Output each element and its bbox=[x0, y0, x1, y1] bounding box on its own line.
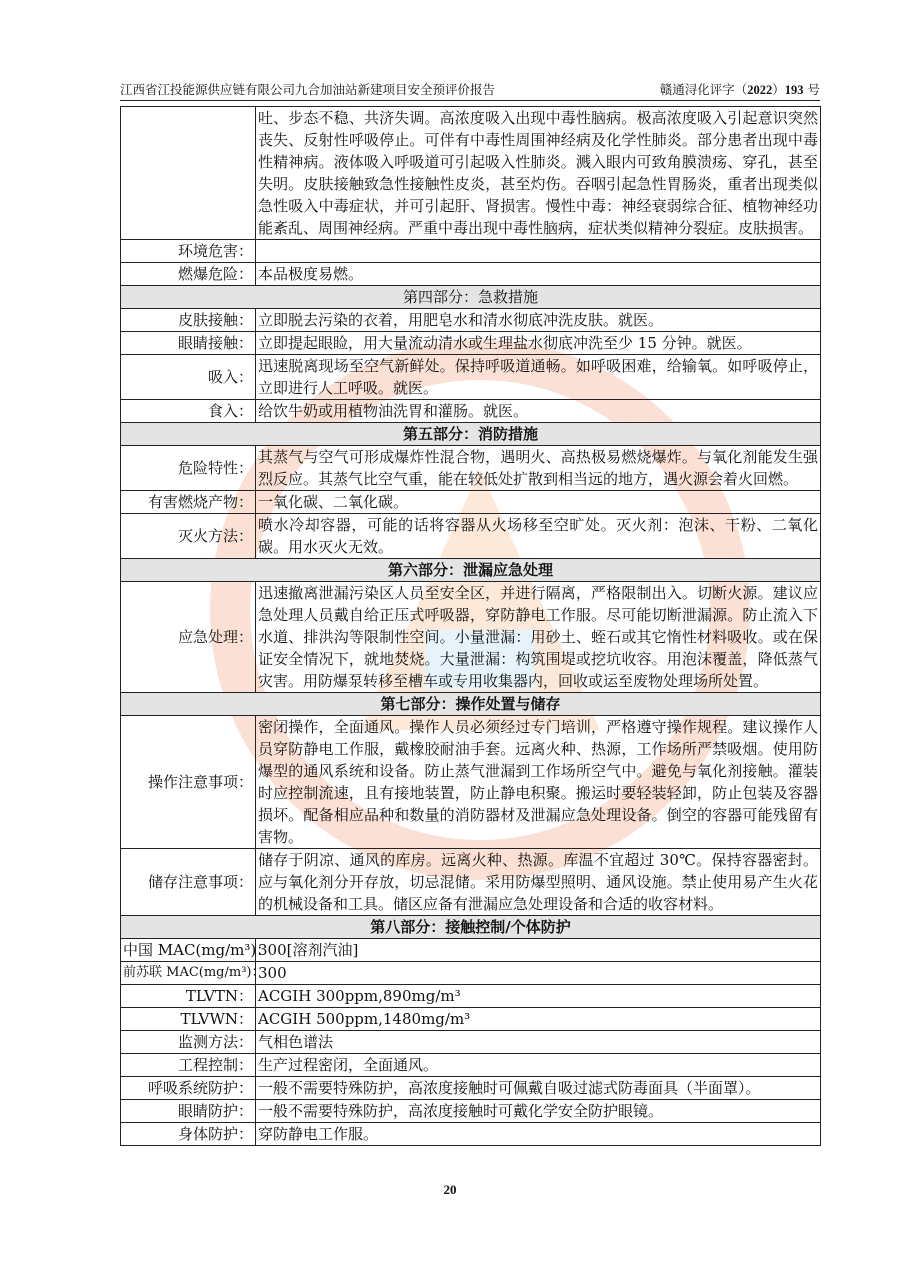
field-label: 应急处理： bbox=[121, 582, 256, 693]
field-value: ACGIH 500ppm,1480mg/m³ bbox=[256, 1008, 821, 1031]
page-number: 20 bbox=[443, 1182, 457, 1197]
field-label: 灭火方法： bbox=[121, 514, 256, 559]
field-label: 储存注意事项： bbox=[121, 849, 256, 916]
field-value: 密闭操作，全面通风。操作人员必须经过专门培训，严格遵守操作规程。建议操作人员穿防静电工作服，戴橡胶耐油手套。远离火种、热源，工作场所严禁吸烟。使用防爆型的通风系统和设备。防止蒸气泄漏到工作场所空气中。避免与氧化剂接触。灌装时应控制流速，且有接地装置，防止静电积聚。搬运时要轻装轻卸，防止包装及容器损坏。配备相应品种和数量的消防器材及泄漏应急处理设备。倒空的容器可能残留有害物。 bbox=[256, 716, 821, 849]
table-row bbox=[121, 1100, 821, 1123]
field-value: 本品极度易燃。 bbox=[256, 263, 821, 286]
field-label: 工程控制： bbox=[121, 1054, 256, 1077]
field-value: 给饮牛奶或用植物油洗胃和灌肠。就医。 bbox=[256, 400, 821, 423]
table-row bbox=[121, 1077, 821, 1100]
table-row bbox=[121, 309, 821, 332]
field-value: 储存于阴凉、通风的库房。远离火种、热源。库温不宜超过 30℃。保持容器密封。应与氧化剂分开存放，切忌混储。采用防爆型照明、通风设施。禁止使用易产生火花的机械设备和工具。储区应备有泄漏应急处理设备和合适的收容材料。 bbox=[256, 849, 821, 916]
field-value: 迅速脱离现场至空气新鲜处。保持呼吸道通畅。如呼吸困难，给输氧。如呼吸停止，立即进行人工呼吸。就医。 bbox=[256, 355, 821, 400]
report-title: 江西省江投能源供应链有限公司九合加油站新建项目安全预评价报告 bbox=[120, 82, 496, 97]
field-label: TLVWN： bbox=[121, 1008, 256, 1031]
field-value bbox=[256, 240, 821, 263]
section-header-row bbox=[121, 693, 821, 716]
field-label: 环境危害： bbox=[121, 240, 256, 263]
field-label: TLVTN： bbox=[121, 985, 256, 1008]
table-row bbox=[121, 1031, 821, 1054]
field-label: 操作注意事项： bbox=[121, 716, 256, 849]
field-label: 监测方法： bbox=[121, 1031, 256, 1054]
section-header-row bbox=[121, 559, 821, 582]
section-header-row bbox=[121, 423, 821, 446]
field-label: 吸入： bbox=[121, 355, 256, 400]
field-value: 穿防静电工作服。 bbox=[256, 1123, 821, 1146]
table-row bbox=[121, 962, 821, 985]
field-label: 眼睛防护： bbox=[121, 1100, 256, 1123]
field-label: 呼吸系统防护： bbox=[121, 1077, 256, 1100]
field-value: 立即脱去污染的衣着，用肥皂水和清水彻底冲洗皮肤。就医。 bbox=[256, 309, 821, 332]
table-row bbox=[121, 582, 821, 693]
table-row bbox=[121, 1008, 821, 1031]
table-row bbox=[121, 939, 821, 962]
field-value: ACGIH 300ppm,890mg/m³ bbox=[256, 985, 821, 1008]
table-row bbox=[121, 716, 821, 849]
field-label: 危险特性： bbox=[121, 446, 256, 491]
section-title: 第八部分：接触控制/个体防护 bbox=[121, 916, 821, 939]
field-value: 一般不需要特殊防护，高浓度接触时可佩戴自吸过滤式防毒面具（半面罩）。 bbox=[256, 1077, 821, 1100]
table-row bbox=[121, 240, 821, 263]
field-value: 其蒸气与空气可形成爆炸性混合物，遇明火、高热极易燃烧爆炸。与氧化剂能发生强烈反应。其蒸气比空气重，能在较低处扩散到相当远的地方，遇火源会着火回燃。 bbox=[256, 446, 821, 491]
section-header-row bbox=[121, 286, 821, 309]
table-row bbox=[121, 107, 821, 240]
section-title: 第七部分：操作处置与储存 bbox=[121, 693, 821, 716]
field-label: 燃爆危险： bbox=[121, 263, 256, 286]
table-row bbox=[121, 1123, 821, 1146]
field-value: 一氧化碳、二氧化碳。 bbox=[256, 491, 821, 514]
report-number: 赣通浔化评字（2022）193 号 bbox=[659, 82, 820, 97]
field-label: 身体防护： bbox=[121, 1123, 256, 1146]
table-row bbox=[121, 1054, 821, 1077]
table-row bbox=[121, 263, 821, 286]
field-value: 迅速撤离泄漏污染区人员至安全区，并进行隔离，严格限制出入。切断火源。建议应急处理人员戴自给正压式呼吸器，穿防静电工作服。尽可能切断泄漏源。防止流入下水道、排洪沟等限制性空间。小量泄漏：用砂土、蛭石或其它惰性材料吸收。或在保证安全情况下，就地焚烧。大量泄漏：构筑围堤或挖坑收容。用泡沫覆盖，降低蒸气灾害。用防爆泵转移至槽车或专用收集器内，回收或运至废物处理场所处置。 bbox=[256, 582, 821, 693]
field-value: 一般不需要特殊防护，高浓度接触时可戴化学安全防护眼镜。 bbox=[256, 1100, 821, 1123]
table-row bbox=[121, 514, 821, 559]
field-label: 食入： bbox=[121, 400, 256, 423]
section-title: 第五部分：消防措施 bbox=[121, 423, 821, 446]
field-label: 中国 MAC(mg/m³)： bbox=[121, 939, 256, 962]
field-label: 眼睛接触： bbox=[121, 332, 256, 355]
table-row bbox=[121, 446, 821, 491]
table-row bbox=[121, 355, 821, 400]
section-header-row bbox=[121, 916, 821, 939]
section-title: 第四部分：急救措施 bbox=[121, 286, 821, 309]
field-label: 皮肤接触： bbox=[121, 309, 256, 332]
table-row bbox=[121, 400, 821, 423]
field-value: 300[溶剂汽油] bbox=[256, 939, 821, 962]
field-value: 立即提起眼睑，用大量流动清水或生理盐水彻底冲洗至少 15 分钟。就医。 bbox=[256, 332, 821, 355]
field-label: 前苏联 MAC(mg/m³)： bbox=[121, 962, 256, 985]
field-value: 生产过程密闭，全面通风。 bbox=[256, 1054, 821, 1077]
table-row bbox=[121, 491, 821, 514]
field-value: 喷水冷却容器，可能的话将容器从火场移至空旷处。灭火剂：泡沫、干粉、二氧化碳。用水灭火无效。 bbox=[256, 514, 821, 559]
table-row bbox=[121, 332, 821, 355]
section-title: 第六部分：泄漏应急处理 bbox=[121, 559, 821, 582]
table-row bbox=[121, 849, 821, 916]
table-row bbox=[121, 985, 821, 1008]
health-hazard-continued: 吐、步态不稳、共济失调。高浓度吸入出现中毒性脑病。极高浓度吸入引起意识突然丧失、反射性呼吸停止。可伴有中毒性周围神经病及化学性肺炎。部分患者出现中毒性精神病。液体吸入呼吸道可引起吸入性肺炎。溅入眼内可致角膜溃疡、穿孔，甚至失明。皮肤接触致急性接触性皮炎，甚至灼伤。吞咽引起急性胃肠炎，重者出现类似急性吸入中毒症状，并可引起肝、肾损害。慢性中毒：神经衰弱综合征、植物神经功能紊乱、周围神经病。严重中毒出现中毒性脑病，症状类似精神分裂症。皮肤损害。 bbox=[256, 107, 821, 240]
msds-table bbox=[120, 106, 821, 1146]
field-value: 气相色谱法 bbox=[256, 1031, 821, 1054]
field-label: 有害燃烧产物： bbox=[121, 491, 256, 514]
field-value: 300 bbox=[256, 962, 821, 985]
page-header bbox=[120, 78, 820, 101]
